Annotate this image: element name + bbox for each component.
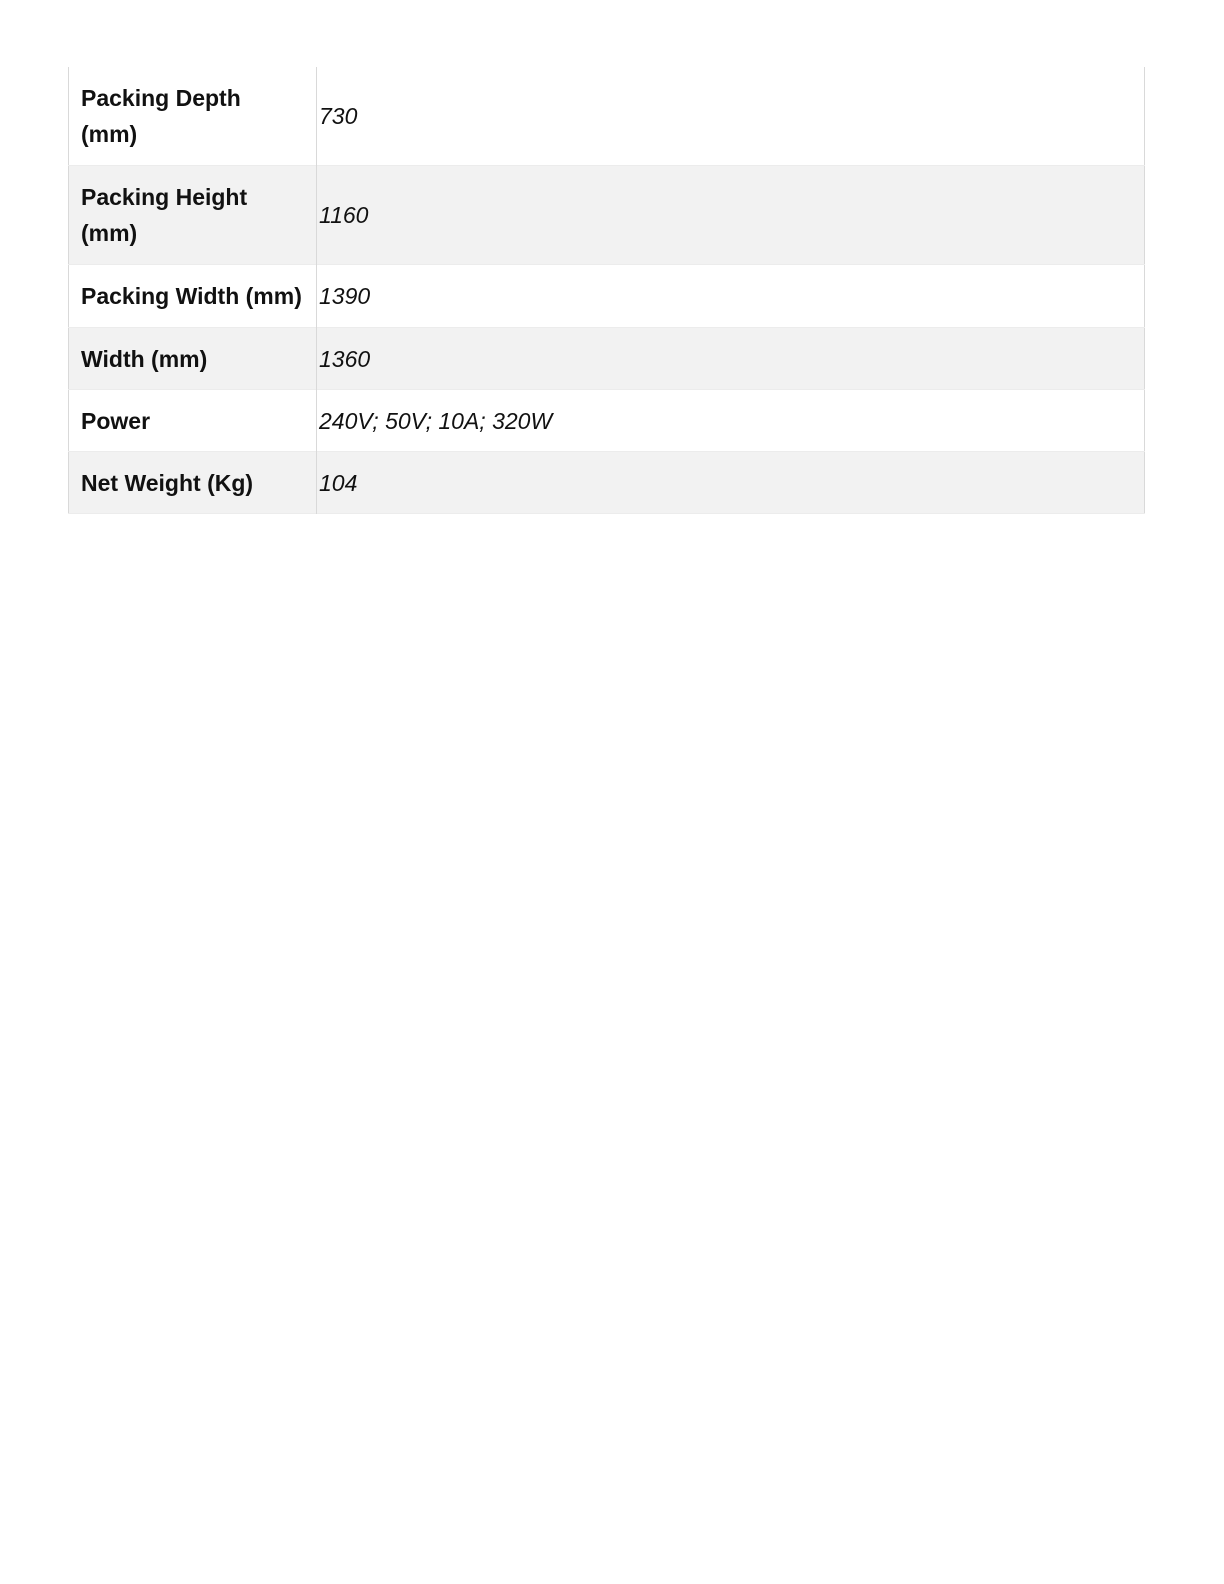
table-row [69,452,1145,514]
table-row [69,265,1145,328]
spec-value-net-weight: 104 [317,452,1145,514]
spec-label-net-weight: Net Weight (Kg) [69,452,317,514]
spec-label-packing-width: Packing Width (mm) [69,265,317,328]
spec-label-width: Width (mm) [69,328,317,390]
table-row [69,390,1145,452]
spec-value-packing-depth: 730 [319,103,358,129]
table-row [69,166,1145,265]
table-row [69,328,1145,390]
spec-label-power: Power [69,390,317,452]
spec-value-packing-width: 1390 [319,283,371,309]
spec-table [68,67,1145,514]
spec-label-packing-depth: Packing Depth (mm) [69,67,317,166]
spec-value-width: 1360 [317,328,1145,390]
spec-label-packing-height: Packing Height (mm) [69,166,317,265]
spec-value-power: 240V; 50V; 10A; 320W [319,408,553,434]
table-row [69,67,1145,166]
spec-value-packing-height: 1160 [317,166,1145,265]
